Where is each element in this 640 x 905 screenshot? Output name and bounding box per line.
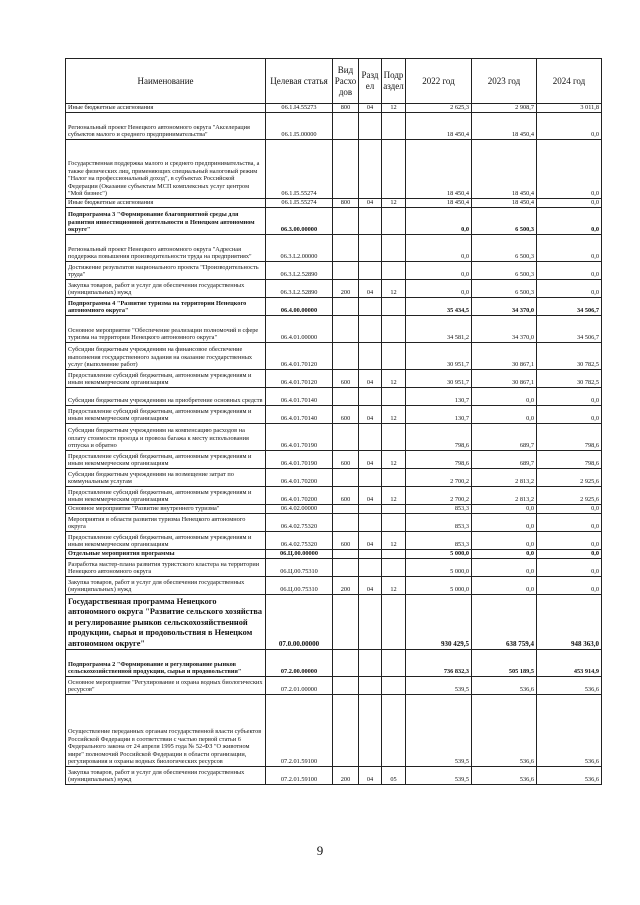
row-subsection	[382, 514, 406, 532]
row-amount-2023: 2 813,2	[472, 487, 537, 505]
row-amount-2023: 18 450,4	[472, 199, 537, 208]
header-2023: 2023 год	[472, 59, 537, 104]
table-row	[66, 595, 602, 650]
row-expense-kind	[333, 316, 359, 343]
row-expense-kind	[333, 140, 359, 199]
row-amount-2022: 539,5	[406, 767, 472, 785]
header-kind: Вид Расхо дов	[333, 59, 359, 104]
row-target-code: 06.4.02.00000	[266, 505, 333, 514]
row-section: 04	[359, 370, 382, 388]
row-expense-kind	[333, 208, 359, 235]
row-amount-2024: 0,0	[537, 199, 602, 208]
row-amount-2022: 18 450,4	[406, 140, 472, 199]
row-amount-2022: 853,3	[406, 505, 472, 514]
row-section: 04	[359, 767, 382, 785]
budget-table	[65, 58, 602, 785]
row-section	[359, 424, 382, 451]
row-expense-kind	[333, 469, 359, 487]
header-section: Разд ел	[359, 59, 382, 104]
row-target-code: 06.3.L2.00000	[266, 235, 333, 262]
row-amount-2024: 0,0	[537, 262, 602, 280]
row-name: Предоставление субсидий бюджетным, автономным учреждениям и иным некоммерческим организациям	[66, 451, 266, 469]
row-amount-2024: 0,0	[537, 406, 602, 424]
table-row	[66, 767, 602, 785]
row-name: Разработка мастер-плана развития туристского кластера на территории Ненецкого автономного округа	[66, 559, 266, 577]
row-amount-2023: 0,0	[472, 550, 537, 559]
row-name: Основное мероприятие "Регулирование и охрана водных биологических ресурсов"	[66, 677, 266, 695]
row-section: 04	[359, 199, 382, 208]
table-row	[66, 487, 602, 505]
row-amount-2022: 539,5	[406, 695, 472, 767]
row-target-code: 06.1.I5.55274	[266, 199, 333, 208]
row-subsection	[382, 298, 406, 316]
row-target-code: 06.3.L2.52890	[266, 280, 333, 298]
budget-sheet	[65, 58, 601, 785]
row-subsection: 12	[382, 532, 406, 550]
row-name: Закупка товаров, работ и услуг для обеспечения государственных (муниципальных) нужд	[66, 280, 266, 298]
row-target-code: 06.Ц.00.75310	[266, 559, 333, 577]
row-expense-kind	[333, 113, 359, 140]
header-subsection: Подр аздел	[382, 59, 406, 104]
row-amount-2024: 3 011,8	[537, 104, 602, 113]
row-amount-2022: 539,5	[406, 677, 472, 695]
row-section	[359, 695, 382, 767]
row-target-code: 06.3.00.00000	[266, 208, 333, 235]
row-expense-kind	[333, 695, 359, 767]
row-amount-2023: 30 867,1	[472, 343, 537, 370]
header-2022: 2022 год	[406, 59, 472, 104]
row-amount-2023: 34 370,0	[472, 298, 537, 316]
table-row	[66, 199, 602, 208]
row-section: 04	[359, 406, 382, 424]
row-expense-kind	[333, 550, 359, 559]
row-expense-kind: 200	[333, 280, 359, 298]
row-section: 04	[359, 280, 382, 298]
row-target-code: 06.4.02.75320	[266, 532, 333, 550]
row-amount-2024: 30 782,5	[537, 370, 602, 388]
row-amount-2022: 2 700,2	[406, 487, 472, 505]
row-amount-2024: 30 782,5	[537, 343, 602, 370]
row-name: Субсидии бюджетным учреждениям на приобретение основных средств	[66, 388, 266, 406]
row-target-code: 06.4.01.70200	[266, 469, 333, 487]
row-subsection: 12	[382, 577, 406, 595]
row-section: 04	[359, 577, 382, 595]
row-amount-2022: 0,0	[406, 208, 472, 235]
row-amount-2022: 130,7	[406, 388, 472, 406]
table-row	[66, 532, 602, 550]
row-amount-2024: 0,0	[537, 514, 602, 532]
row-section	[359, 650, 382, 677]
row-amount-2023: 2 813,2	[472, 469, 537, 487]
row-expense-kind	[333, 505, 359, 514]
row-subsection	[382, 208, 406, 235]
table-body	[66, 104, 602, 785]
row-section	[359, 388, 382, 406]
row-target-code: 06.4.01.70140	[266, 406, 333, 424]
row-amount-2022: 30 951,7	[406, 370, 472, 388]
page-number: 9	[316, 843, 324, 858]
row-section: 04	[359, 487, 382, 505]
table-row	[66, 280, 602, 298]
row-amount-2023: 0,0	[472, 532, 537, 550]
row-subsection	[382, 550, 406, 559]
row-target-code: 07.0.00.00000	[266, 595, 333, 650]
row-amount-2022: 18 450,4	[406, 199, 472, 208]
row-section	[359, 677, 382, 695]
row-amount-2024: 0,0	[537, 505, 602, 514]
row-expense-kind	[333, 235, 359, 262]
table-row	[66, 505, 602, 514]
row-name: Достижение результатов национального проекта "Производительность труда"	[66, 262, 266, 280]
row-name: Субсидии бюджетным учреждениям на финансовое обеспечение выполнения государственного задания на оказание государственных услуг (выполнение работ)	[66, 343, 266, 370]
row-expense-kind	[333, 388, 359, 406]
row-expense-kind	[333, 650, 359, 677]
row-name: Подпрограмма 4 "Развитие туризма на территории Ненецкого автономного округа"	[66, 298, 266, 316]
table-row	[66, 514, 602, 532]
row-section	[359, 235, 382, 262]
row-amount-2024: 948 363,0	[537, 595, 602, 650]
row-target-code: 06.4.01.70190	[266, 424, 333, 451]
row-amount-2024: 536,6	[537, 677, 602, 695]
row-subsection: 12	[382, 451, 406, 469]
row-amount-2022: 30 951,7	[406, 343, 472, 370]
row-target-code: 07.2.01.59100	[266, 695, 333, 767]
row-subsection: 12	[382, 487, 406, 505]
row-amount-2022: 853,3	[406, 532, 472, 550]
row-amount-2023: 0,0	[472, 514, 537, 532]
row-subsection	[382, 343, 406, 370]
row-target-code: 06.4.00.00000	[266, 298, 333, 316]
row-amount-2023: 505 189,5	[472, 650, 537, 677]
row-amount-2022: 5 000,0	[406, 550, 472, 559]
row-target-code: 06.Ц.00.75310	[266, 577, 333, 595]
row-amount-2023: 0,0	[472, 388, 537, 406]
row-subsection	[382, 113, 406, 140]
row-expense-kind: 800	[333, 104, 359, 113]
row-amount-2023: 689,7	[472, 424, 537, 451]
row-subsection	[382, 505, 406, 514]
row-amount-2024: 0,0	[537, 235, 602, 262]
row-name: Основное мероприятие "Развитие внутреннего туризма"	[66, 505, 266, 514]
row-amount-2024: 798,6	[537, 424, 602, 451]
row-name: Осуществление переданных органам государственной власти субъектов Российской Федерации в соответствии с частью первой статьи 6 Федерального закона от 24 апреля 1995 года № 52-ФЗ "О животном мире" полномочий Российской Федерации в области организации, регулирования и охраны водных биологических ресурсов	[66, 695, 266, 767]
row-section	[359, 298, 382, 316]
row-amount-2023: 0,0	[472, 577, 537, 595]
row-name: Предоставление субсидий бюджетным, автономным учреждениям и иным некоммерческим организациям	[66, 406, 266, 424]
row-subsection	[382, 595, 406, 650]
table-row	[66, 298, 602, 316]
row-target-code: 06.4.01.70120	[266, 343, 333, 370]
row-expense-kind	[333, 514, 359, 532]
row-expense-kind	[333, 298, 359, 316]
row-target-code: 06.4.01.70120	[266, 370, 333, 388]
row-subsection	[382, 695, 406, 767]
row-name: Предоставление субсидий бюджетным, автономным учреждениям и иным некоммерческим организациям	[66, 532, 266, 550]
row-subsection: 12	[382, 406, 406, 424]
table-row	[66, 388, 602, 406]
row-section	[359, 262, 382, 280]
row-name: Предоставление субсидий бюджетным, автономным учреждениям и иным некоммерческим организациям	[66, 370, 266, 388]
row-expense-kind: 600	[333, 487, 359, 505]
row-name: Подпрограмма 2 "Формирование и регулирование рынков сельскохозяйственной продукции, сырья и продовольствия"	[66, 650, 266, 677]
row-amount-2022: 798,6	[406, 451, 472, 469]
row-name: Субсидии бюджетным учреждениям на компенсацию расходов на оплату стоимости проезда и провоза багажа к месту использования отпуска и обратно	[66, 424, 266, 451]
row-expense-kind	[333, 424, 359, 451]
table-row	[66, 577, 602, 595]
row-amount-2023: 536,6	[472, 767, 537, 785]
row-amount-2024: 0,0	[537, 113, 602, 140]
row-section	[359, 469, 382, 487]
row-expense-kind	[333, 595, 359, 650]
row-amount-2024: 2 925,6	[537, 469, 602, 487]
row-name: Иные бюджетные ассигнования	[66, 199, 266, 208]
row-subsection	[382, 140, 406, 199]
header-2024: 2024 год	[537, 59, 602, 104]
row-amount-2023: 536,6	[472, 677, 537, 695]
row-section	[359, 514, 382, 532]
row-amount-2022: 0,0	[406, 262, 472, 280]
row-target-code: 06.Ц.00.00000	[266, 550, 333, 559]
row-amount-2024: 0,0	[537, 280, 602, 298]
row-amount-2024: 0,0	[537, 208, 602, 235]
row-name: Государственная программа Ненецкого автономного округа "Развитие сельского хозяйства и регулирование рынков сельскохозяйственной продукции, сырья и продовольствия в Ненецком автономном округе"	[66, 595, 266, 650]
row-expense-kind: 200	[333, 577, 359, 595]
row-section	[359, 550, 382, 559]
row-amount-2024: 0,0	[537, 559, 602, 577]
row-amount-2022: 736 832,3	[406, 650, 472, 677]
row-section: 04	[359, 532, 382, 550]
row-expense-kind	[333, 262, 359, 280]
row-amount-2022: 2 625,3	[406, 104, 472, 113]
row-section: 04	[359, 451, 382, 469]
row-amount-2023: 0,0	[472, 559, 537, 577]
row-amount-2024: 34 506,7	[537, 316, 602, 343]
table-row	[66, 406, 602, 424]
row-section	[359, 595, 382, 650]
table-row	[66, 677, 602, 695]
row-expense-kind: 600	[333, 370, 359, 388]
table-row	[66, 469, 602, 487]
row-amount-2024: 0,0	[537, 140, 602, 199]
table-row	[66, 235, 602, 262]
row-amount-2024: 536,6	[537, 695, 602, 767]
row-target-code: 06.1.I5.00000	[266, 113, 333, 140]
row-amount-2022: 853,3	[406, 514, 472, 532]
row-section	[359, 208, 382, 235]
row-subsection	[382, 650, 406, 677]
row-subsection	[382, 677, 406, 695]
table-row	[66, 262, 602, 280]
row-amount-2023: 18 450,4	[472, 113, 537, 140]
row-section	[359, 113, 382, 140]
row-amount-2022: 930 429,5	[406, 595, 472, 650]
row-amount-2024: 0,0	[537, 388, 602, 406]
table-row	[66, 343, 602, 370]
row-section	[359, 316, 382, 343]
row-target-code: 06.4.01.70140	[266, 388, 333, 406]
row-name: Закупка товаров, работ и услуг для обеспечения государственных (муниципальных) нужд	[66, 577, 266, 595]
row-name: Подпрограмма 3 "Формирование благоприятной среды для развития инвестиционной деятельности в Ненецком автономном округе"	[66, 208, 266, 235]
row-amount-2024: 0,0	[537, 550, 602, 559]
row-target-code: 06.3.L2.52890	[266, 262, 333, 280]
row-name: Отдельные мероприятия программы	[66, 550, 266, 559]
table-row	[66, 695, 602, 767]
row-amount-2024: 453 914,9	[537, 650, 602, 677]
row-expense-kind: 600	[333, 406, 359, 424]
row-name: Мероприятия в области развития туризма Ненецкого автономного округа	[66, 514, 266, 532]
row-amount-2024: 2 925,6	[537, 487, 602, 505]
table-row	[66, 550, 602, 559]
row-target-code: 07.2.01.59100	[266, 767, 333, 785]
row-name: Закупка товаров, работ и услуг для обеспечения государственных (муниципальных) нужд	[66, 767, 266, 785]
row-target-code: 07.2.00.00000	[266, 650, 333, 677]
row-amount-2024: 34 506,7	[537, 298, 602, 316]
row-amount-2024: 0,0	[537, 577, 602, 595]
row-section	[359, 505, 382, 514]
table-row	[66, 316, 602, 343]
row-subsection: 05	[382, 767, 406, 785]
table-row	[66, 559, 602, 577]
row-subsection	[382, 469, 406, 487]
row-subsection	[382, 559, 406, 577]
row-amount-2023: 6 500,3	[472, 280, 537, 298]
row-amount-2022: 35 434,5	[406, 298, 472, 316]
table-row	[66, 424, 602, 451]
row-target-code: 06.1.I4.55273	[266, 104, 333, 113]
row-section	[359, 559, 382, 577]
row-target-code: 06.4.02.75320	[266, 514, 333, 532]
row-amount-2022: 18 450,4	[406, 113, 472, 140]
row-amount-2023: 18 450,4	[472, 140, 537, 199]
row-expense-kind	[333, 343, 359, 370]
row-amount-2023: 30 867,1	[472, 370, 537, 388]
row-amount-2023: 689,7	[472, 451, 537, 469]
row-subsection: 12	[382, 370, 406, 388]
row-name: Региональный проект Ненецкого автономного округа "Адресная поддержка повышения производительности труда на предприятиях"	[66, 235, 266, 262]
row-name: Субсидии бюджетным учреждениям на возмещение затрат по коммунальным услугам	[66, 469, 266, 487]
row-expense-kind: 600	[333, 451, 359, 469]
row-amount-2024: 798,6	[537, 451, 602, 469]
row-name: Предоставление субсидий бюджетным, автономным учреждениям и иным некоммерческим организациям	[66, 487, 266, 505]
row-section	[359, 343, 382, 370]
row-subsection: 12	[382, 104, 406, 113]
row-expense-kind: 800	[333, 199, 359, 208]
header-name: Наименование	[66, 59, 266, 104]
row-target-code: 07.2.01.00000	[266, 677, 333, 695]
table-row	[66, 140, 602, 199]
row-subsection	[382, 388, 406, 406]
row-name: Иные бюджетные ассигнования	[66, 104, 266, 113]
row-expense-kind: 200	[333, 767, 359, 785]
row-section	[359, 140, 382, 199]
header-target: Целевая статья	[266, 59, 333, 104]
row-amount-2024: 536,6	[537, 767, 602, 785]
row-subsection	[382, 262, 406, 280]
row-section: 04	[359, 104, 382, 113]
row-subsection: 12	[382, 199, 406, 208]
row-amount-2023: 6 500,3	[472, 262, 537, 280]
row-subsection	[382, 424, 406, 451]
row-target-code: 06.4.01.70200	[266, 487, 333, 505]
row-amount-2022: 798,6	[406, 424, 472, 451]
row-name: Региональный проект Ненецкого автономного округа "Акселерация субъектов малого и среднего предпринимательства"	[66, 113, 266, 140]
row-amount-2023: 6 500,3	[472, 208, 537, 235]
row-amount-2022: 130,7	[406, 406, 472, 424]
row-subsection	[382, 316, 406, 343]
row-amount-2022: 34 581,2	[406, 316, 472, 343]
row-expense-kind	[333, 559, 359, 577]
row-expense-kind: 600	[333, 532, 359, 550]
row-target-code: 06.1.I5.55274	[266, 140, 333, 199]
row-amount-2023: 2 908,7	[472, 104, 537, 113]
row-amount-2023: 0,0	[472, 505, 537, 514]
row-amount-2023: 34 370,0	[472, 316, 537, 343]
row-amount-2024: 0,0	[537, 532, 602, 550]
row-amount-2022: 5 000,0	[406, 577, 472, 595]
row-amount-2023: 0,0	[472, 406, 537, 424]
row-subsection: 12	[382, 280, 406, 298]
row-amount-2022: 2 700,2	[406, 469, 472, 487]
row-subsection	[382, 235, 406, 262]
row-name: Государственная поддержка малого и среднего предпринимательства, а также физических лиц, применяющих специальный налоговый режим "Налог на профессиональный доход", в субъектах Российской Федерации (Оказание субъектам МСП комплексных услуг центром "Мой бизнес")	[66, 140, 266, 199]
row-name: Основное мероприятие "Обеспечение реализации полномочий в сфере туризма на территории Ненецкого автономного округа"	[66, 316, 266, 343]
table-row	[66, 104, 602, 113]
table-row	[66, 650, 602, 677]
row-amount-2023: 638 759,4	[472, 595, 537, 650]
row-amount-2023: 536,6	[472, 695, 537, 767]
table-header-row	[66, 59, 602, 104]
row-amount-2022: 0,0	[406, 235, 472, 262]
table-row	[66, 370, 602, 388]
row-amount-2022: 0,0	[406, 280, 472, 298]
row-target-code: 06.4.01.70190	[266, 451, 333, 469]
row-target-code: 06.4.01.00000	[266, 316, 333, 343]
table-row	[66, 113, 602, 140]
table-row	[66, 208, 602, 235]
row-amount-2023: 6 500,3	[472, 235, 537, 262]
table-row	[66, 451, 602, 469]
row-amount-2022: 5 000,0	[406, 559, 472, 577]
row-expense-kind	[333, 677, 359, 695]
